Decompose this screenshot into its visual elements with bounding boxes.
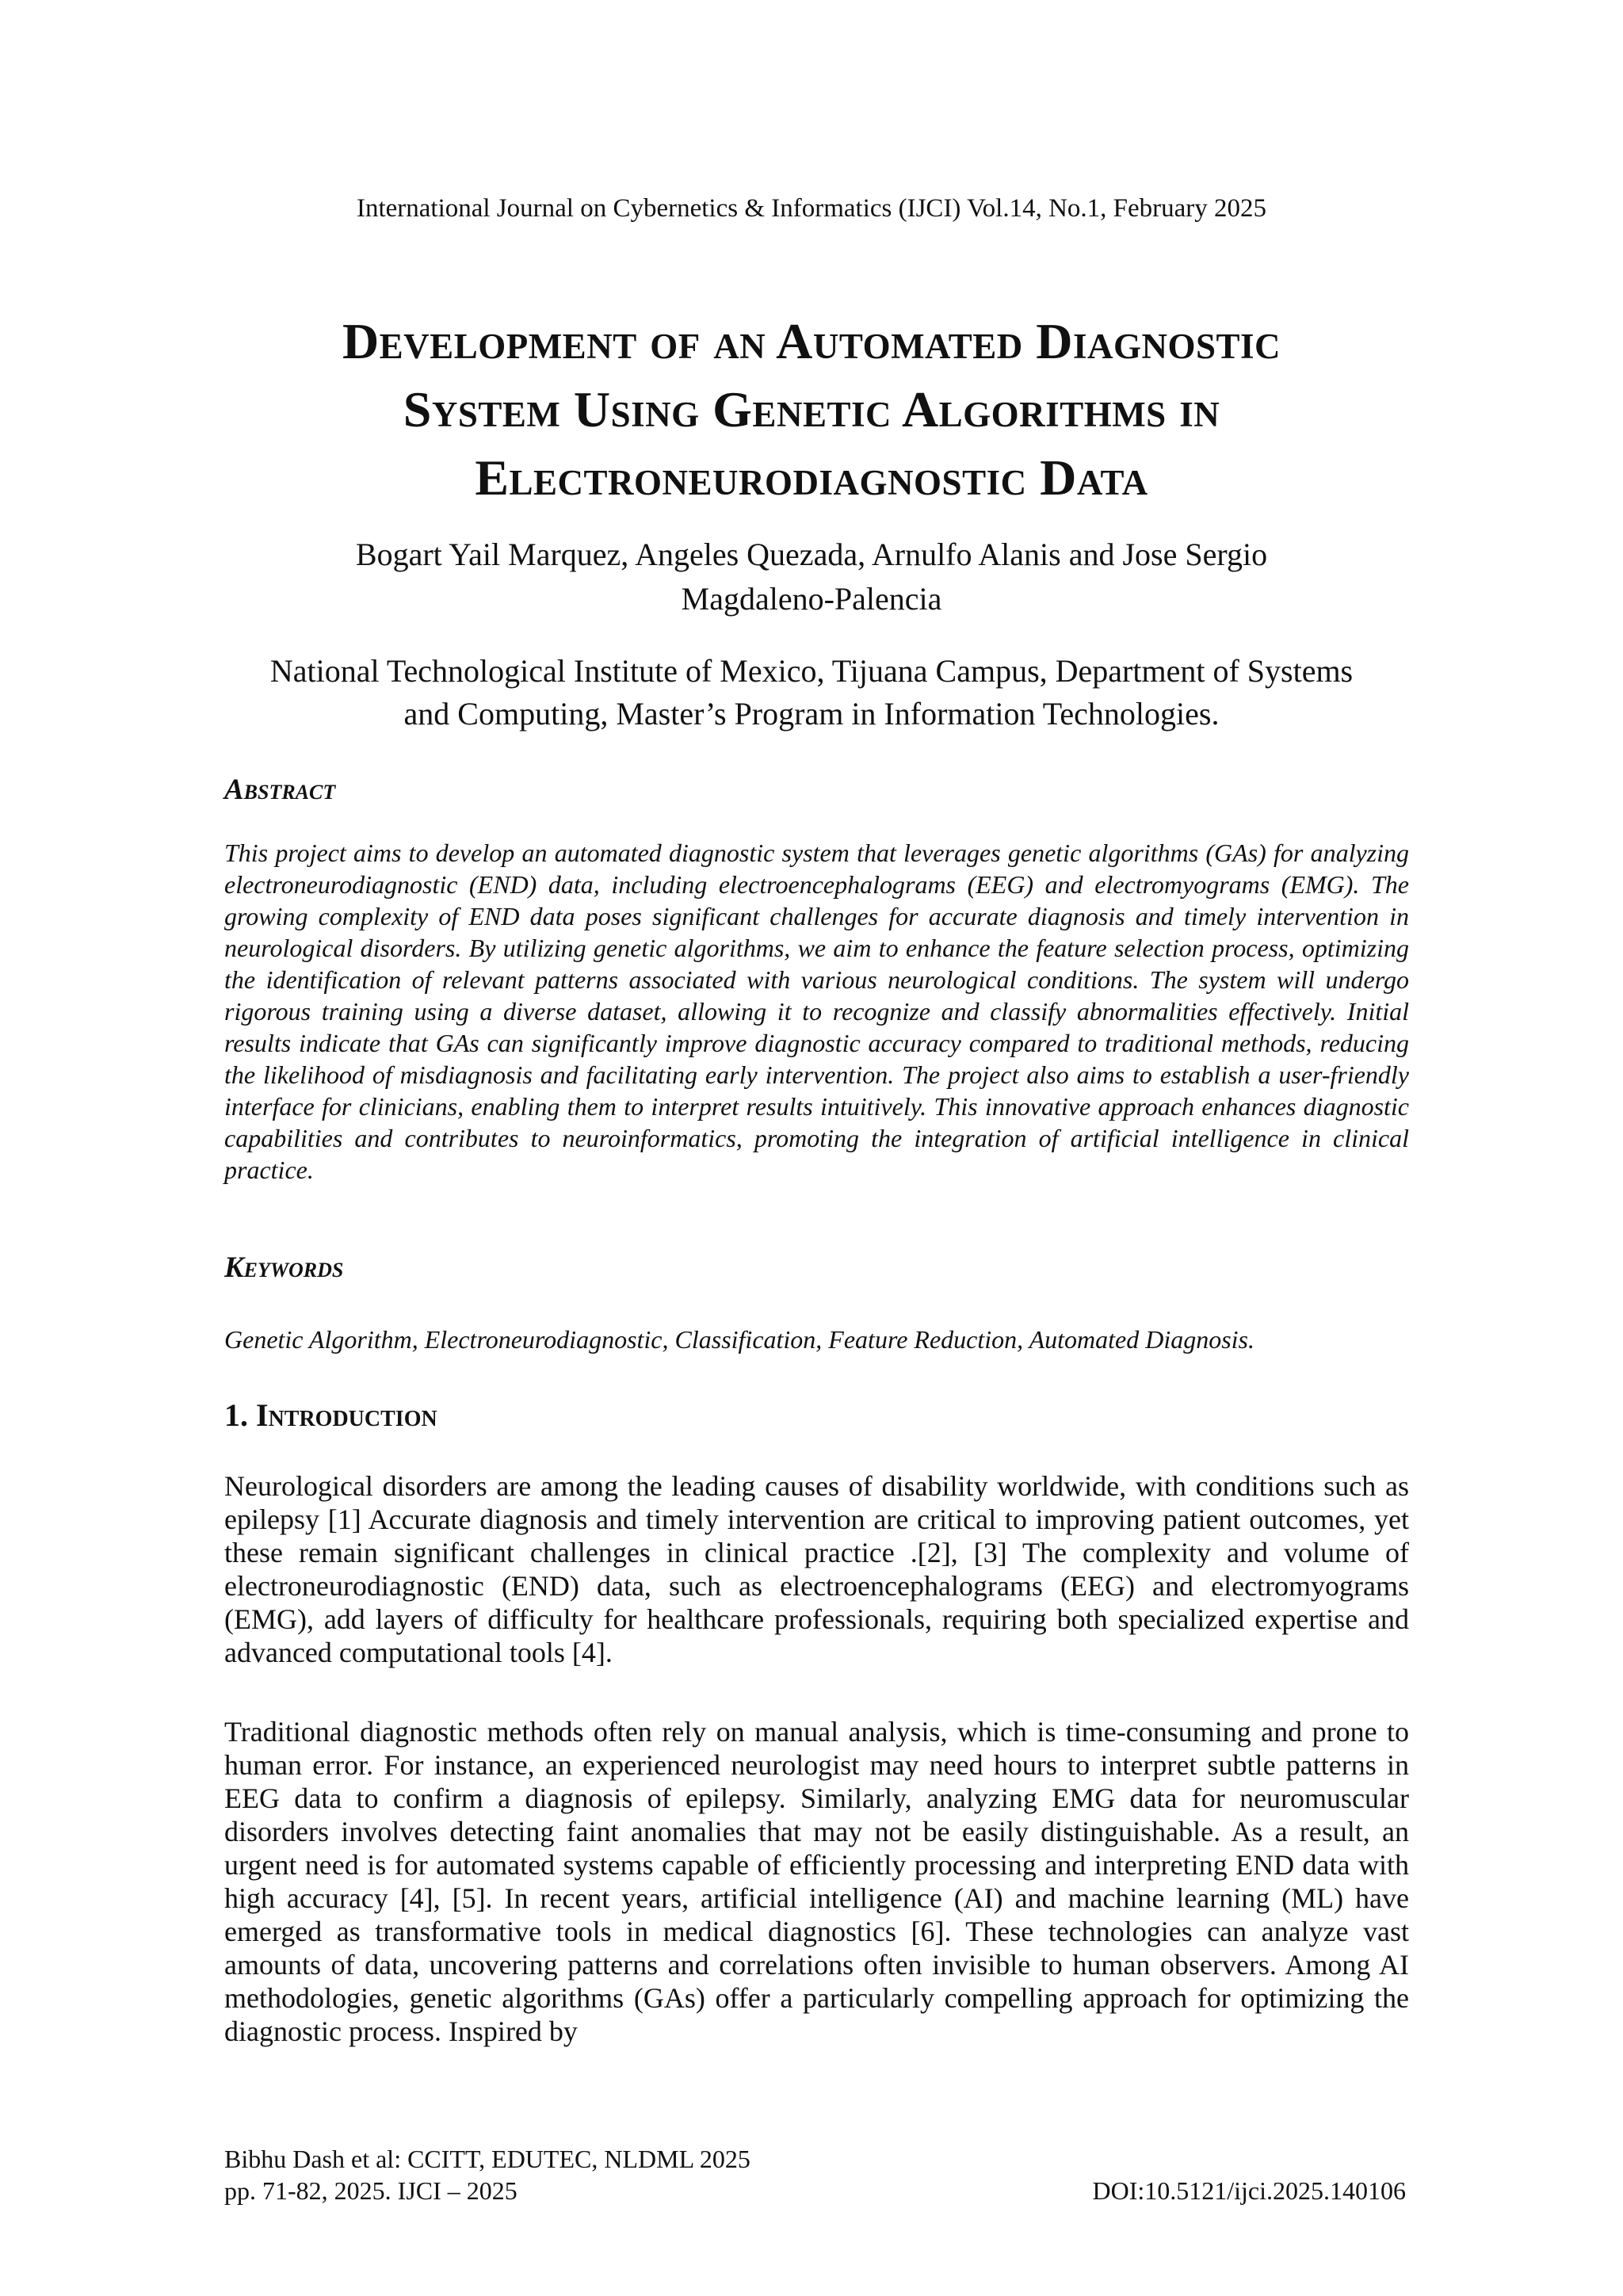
authors-line-1: Bogart Yail Marquez, Angeles Quezada, Arnulfo Alanis and Jose Sergio bbox=[355, 537, 1268, 572]
affiliation bbox=[206, 650, 1417, 735]
footer-citation: Bibhu Dash et al: CCITT, EDUTEC, NLDML 2025 bbox=[224, 2145, 750, 2173]
title-line-3: Electroneurodiagnostic Data bbox=[475, 449, 1148, 506]
paper-title bbox=[174, 308, 1449, 512]
footer-citation-block bbox=[224, 2143, 750, 2206]
intro-paragraph-2: Traditional diagnostic methods often rely on manual analysis, which is time-consuming and prone to human error. For instance, an experienced neurologist may need hours to interpret subtle patterns in EEG data to confirm a diagnosis of epilepsy. Similarly, analyzing EMG data for neuromuscular disorders involves detecting faint anomalies that may not be easily distinguishable. As a result, an urgent need is for automated systems capable of efficiently processing and interpreting END data with high accuracy [4], [5]. In recent years, artificial intelligence (AI) and machine learning (ML) have emerged as transformative tools in medical diagnostics [6]. These technologies can analyze vast amounts of data, uncovering patterns and correlations often invisible to human observers. Among AI methodologies, genetic algorithms (GAs) offer a particularly compelling approach for optimizing the diagnostic process. Inspired by bbox=[224, 1716, 1409, 2047]
footer-pages: pp. 71-82, 2025. IJCI – 2025 bbox=[224, 2176, 517, 2205]
author-list bbox=[238, 533, 1385, 621]
affiliation-line-2: and Computing, Master’s Program in Information Technologies. bbox=[403, 696, 1220, 732]
journal-header: International Journal on Cybernetics & Informatics (IJCI) Vol.14, No.1, February 2025 bbox=[356, 194, 1267, 223]
title-line-1: Development of an Automated Diagnostic bbox=[342, 313, 1281, 369]
authors-line-2: Magdaleno-Palencia bbox=[681, 581, 942, 617]
abstract-text: This project aims to develop an automated diagnostic system that leverages genetic algorithms (GAs) for analyzing electroneurodiagnostic (END) data, including electroencephalograms (EEG) and electromyograms (EMG). The growing complexity of END data poses significant challenges for accurate diagnosis and timely intervention in neurological disorders. By utilizing genetic algorithms, we aim to enhance the feature selection process, optimizing the identification of relevant patterns associated with various neurological conditions. The system will undergo rigorous training using a diverse dataset, allowing it to recognize and classify abnormalities effectively. Initial results indicate that GAs can significantly improve diagnostic accuracy compared to traditional methods, reducing the likelihood of misdiagnosis and facilitating early intervention. The project also aims to establish a user-friendly interface for clinicians, enabling them to interpret results intuitively. This innovative approach enhances diagnostic capabilities and contributes to neuroinformatics, promoting the integration of artificial intelligence in clinical practice. bbox=[224, 839, 1409, 1184]
keywords-text: Genetic Algorithm, Electroneurodiagnostic, Classification, Feature Reduction, Automated Diagnosis. bbox=[224, 1325, 1254, 1354]
affiliation-line-1: National Technological Institute of Mexico, Tijuana Campus, Department of Systems bbox=[269, 653, 1354, 689]
footer-doi: DOI:10.5121/ijci.2025.140106 bbox=[1092, 2176, 1406, 2205]
title-line-2: System Using Genetic Algorithms in bbox=[403, 381, 1220, 437]
abstract-heading: Abstract bbox=[224, 774, 336, 806]
intro-paragraph-1: Neurological disorders are among the leading causes of disability worldwide, with conditions such as epilepsy [1] Accurate diagnosis and timely intervention are critical to improving patient outcomes, yet these remain significant challenges in clinical practice .[2], [3] The complexity and volume of electroneurodiagnostic (END) data, such as electroencephalograms (EEG) and electromyograms (EMG), add layers of difficulty for healthcare professionals, requiring both specialized expertise and advanced computational tools [4]. bbox=[224, 1470, 1409, 1668]
introduction-heading: 1. Introduction bbox=[224, 1397, 437, 1433]
keywords-heading: Keywords bbox=[224, 1251, 344, 1284]
